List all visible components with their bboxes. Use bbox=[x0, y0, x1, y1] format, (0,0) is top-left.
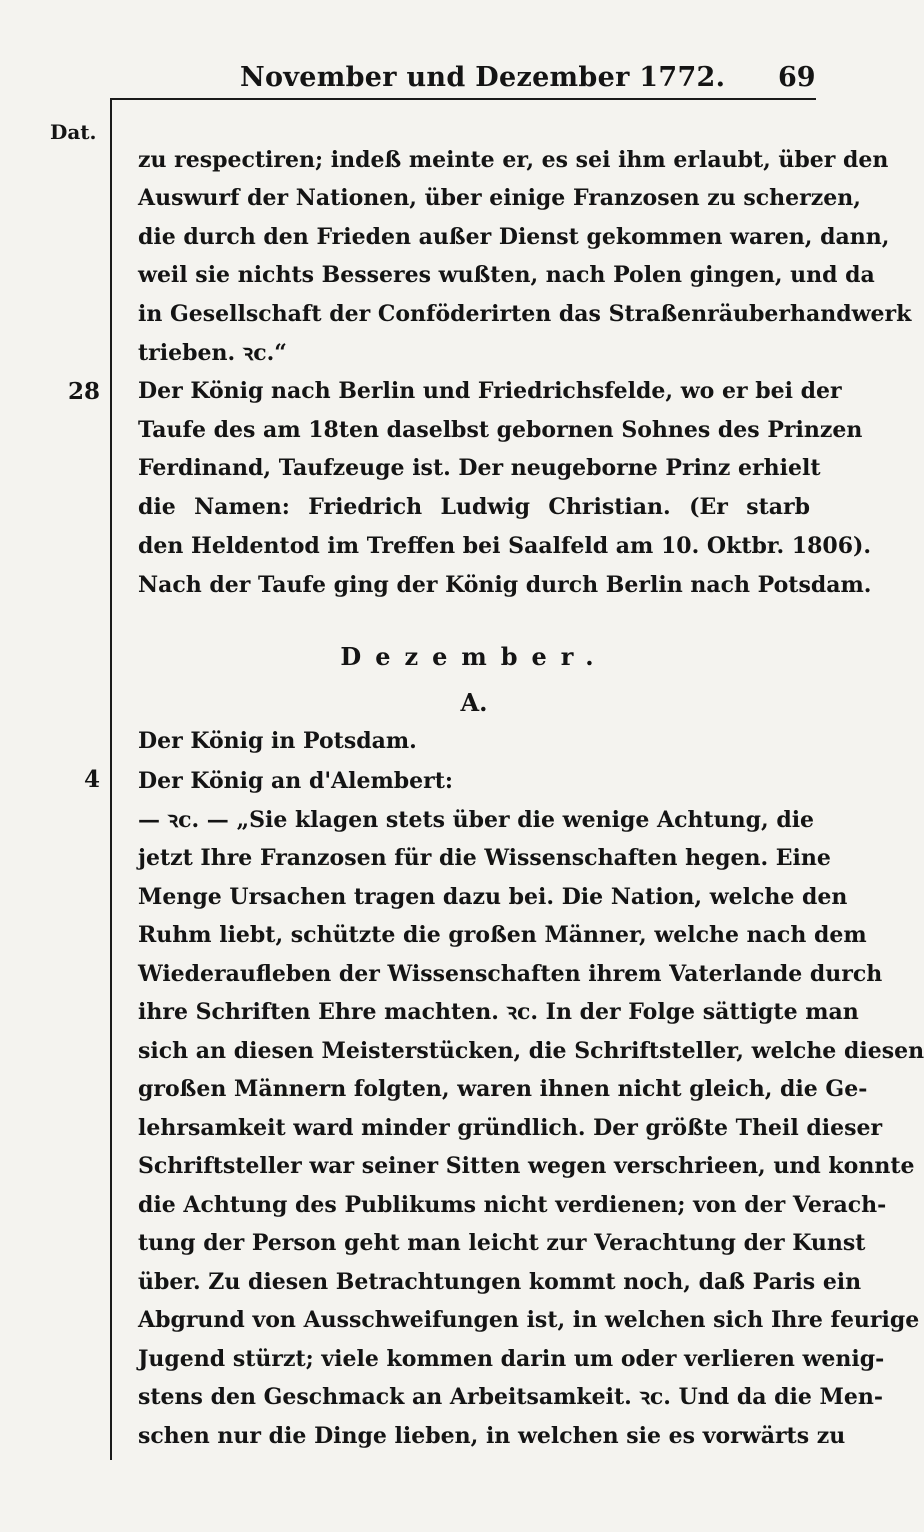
text-line: Abgrund von Ausschweifungen ist, in welchen sich Ihre feurige bbox=[138, 1307, 920, 1333]
date-column-rule bbox=[110, 100, 112, 1460]
text-line: den Heldentod im Treffen bei Saalfeld am 10. Oktbr. 1806). bbox=[138, 533, 872, 559]
text-line: die durch den Frieden außer Dienst gekommen waren, dann, bbox=[138, 224, 890, 250]
text-line: Jugend stürzt; viele kommen darin um oder verlieren wenig- bbox=[138, 1346, 885, 1372]
page-header bbox=[0, 58, 900, 102]
text-line: über. Zu diesen Betrachtungen kommt noch, daß Paris ein bbox=[138, 1269, 862, 1295]
text-line: lehrsamkeit ward minder gründlich. Der größte Theil dieser bbox=[138, 1115, 883, 1141]
text-line: trieben. ꝛc.“ bbox=[138, 340, 287, 366]
text-line: ihre Schriften Ehre machten. ꝛc. In der Folge sättigte man bbox=[138, 999, 859, 1025]
text-line: Wiederaufleben der Wissenschaften ihrem Vaterlande durch bbox=[138, 961, 883, 987]
text-line: Menge Ursachen tragen dazu bei. Die Nation, welche den bbox=[138, 884, 848, 910]
text-line: in Gesellschaft der Conföderirten das Straßenräuberhandwerk bbox=[138, 301, 912, 327]
text-line: tung der Person geht man leicht zur Verachtung der Kunst bbox=[138, 1230, 866, 1256]
text-line: großen Männern folgten, waren ihnen nicht gleich, die Ge- bbox=[138, 1076, 868, 1102]
text-line: Der König nach Berlin und Friedrichsfelde, wo er bei der bbox=[138, 378, 842, 404]
margin-date: 28 bbox=[67, 378, 100, 405]
text-line: jetzt Ihre Franzosen für die Wissenschaften hegen. Eine bbox=[138, 845, 831, 871]
text-line: sich an diesen Meisterstücken, die Schriftsteller, welche diesen bbox=[138, 1038, 924, 1064]
entry-title: Der König an d'Alembert: bbox=[138, 768, 454, 794]
running-title: November und Dezember 1772. bbox=[240, 62, 726, 93]
section-subheading: A. bbox=[460, 688, 488, 717]
text-line: weil sie nichts Besseres wußten, nach Polen gingen, und da bbox=[138, 262, 875, 288]
header-rule bbox=[110, 98, 816, 100]
text-line: stens den Geschmack an Arbeitsamkeit. ꝛc. Und da die Men- bbox=[138, 1384, 884, 1410]
text-line: Ferdinand, Taufzeuge ist. Der neugeborne Prinz erhielt bbox=[138, 455, 821, 481]
text-line: Taufe des am 18ten daselbst gebornen Sohnes des Prinzen bbox=[138, 417, 863, 443]
subheading: Der König in Potsdam. bbox=[138, 728, 417, 754]
section-heading: Dezember. bbox=[340, 642, 608, 671]
text-line: — ꝛc. — „Sie klagen stets über die wenige Achtung, die bbox=[138, 807, 815, 833]
text-line: Ruhm liebt, schützte die großen Männer, welche nach dem bbox=[138, 922, 867, 948]
text-line: zu respectiren; indeß meinte er, es sei ihm erlaubt, über den bbox=[138, 147, 889, 173]
text-line: Schriftsteller war seiner Sitten wegen verschrieen, und konnte bbox=[138, 1153, 915, 1179]
page-number: 69 bbox=[778, 62, 816, 93]
margin-date: 4 bbox=[83, 766, 100, 793]
text-line: Auswurf der Nationen, über einige Franzosen zu scherzen, bbox=[138, 185, 861, 211]
date-column-label: Dat. bbox=[50, 120, 97, 144]
text-line: die Namen: Friedrich Ludwig Christian. (Er starb bbox=[138, 494, 810, 520]
text-line: schen nur die Dinge lieben, in welchen sie es vorwärts zu bbox=[138, 1423, 846, 1449]
text-line: Nach der Taufe ging der König durch Berlin nach Potsdam. bbox=[138, 572, 872, 598]
text-line: die Achtung des Publikums nicht verdienen; von der Verach- bbox=[138, 1192, 887, 1218]
